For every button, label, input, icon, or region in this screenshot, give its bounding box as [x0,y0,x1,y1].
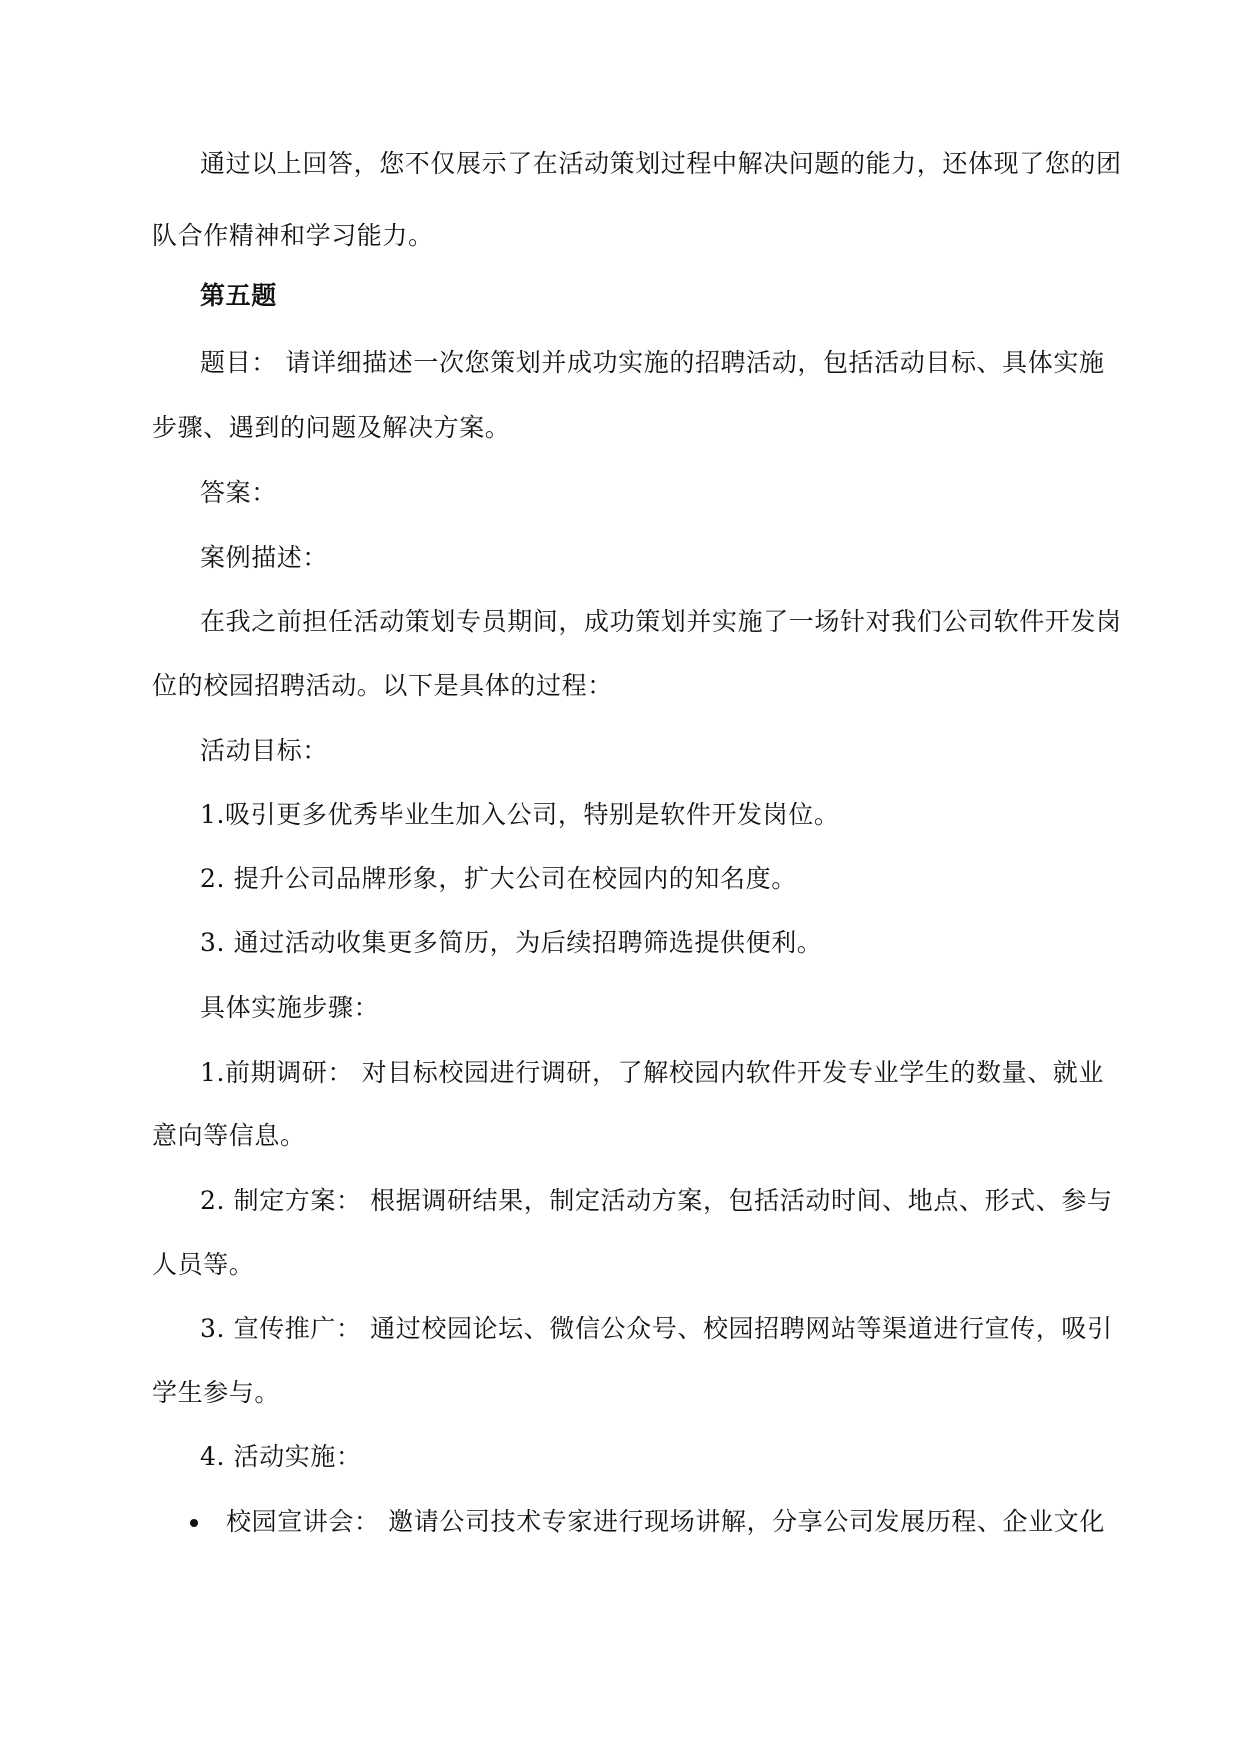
step-line: 人员等。 [152,1250,255,1279]
question-line: 题目： 请详细描述一次您策划并成功实施的招聘活动，包括活动目标、具体实施 [200,348,1105,377]
step-line: 意向等信息。 [152,1121,306,1150]
step-line: 2. 制定方案： 根据调研结果，制定活动方案，包括活动时间、地点、形式、参与 [200,1186,1113,1215]
paragraph-line: 通过以上回答，您不仅展示了在活动策划过程中解决问题的能力，还体现了您的团 [200,149,1122,178]
goal-item: 1.吸引更多优秀毕业生加入公司，特别是软件开发岗位。 [200,800,840,829]
step-line: 学生参与。 [152,1378,281,1407]
case-label: 案例描述： [200,543,329,572]
answer-label: 答案： [200,478,277,507]
bullet-icon [190,1519,198,1527]
step-line: 3. 宣传推广： 通过校园论坛、微信公众号、校园招聘网站等渠道进行宣传，吸引 [200,1314,1113,1343]
bullet-item: 校园宣讲会： 邀请公司技术专家进行现场讲解，分享公司发展历程、企业文化 [226,1507,1105,1536]
steps-label: 具体实施步骤： [200,993,380,1022]
case-line: 在我之前担任活动策划专员期间，成功策划并实施了一场针对我们公司软件开发岗 [200,607,1122,636]
goals-label: 活动目标： [200,736,329,765]
paragraph-line: 队合作精神和学习能力。 [152,221,434,250]
goal-item: 2. 提升公司品牌形象，扩大公司在校园内的知名度。 [200,864,797,893]
step-line: 1.前期调研： 对目标校园进行调研，了解校园内软件开发专业学生的数量、就业 [200,1058,1105,1087]
case-line: 位的校园招聘活动。以下是具体的过程： [152,671,613,700]
goal-item: 3. 通过活动收集更多简历，为后续招聘筛选提供便利。 [200,928,823,957]
question-line: 步骤、遇到的问题及解决方案。 [152,413,511,442]
section-heading: 第五题 [200,281,277,310]
step4-label: 4. 活动实施： [200,1442,362,1471]
